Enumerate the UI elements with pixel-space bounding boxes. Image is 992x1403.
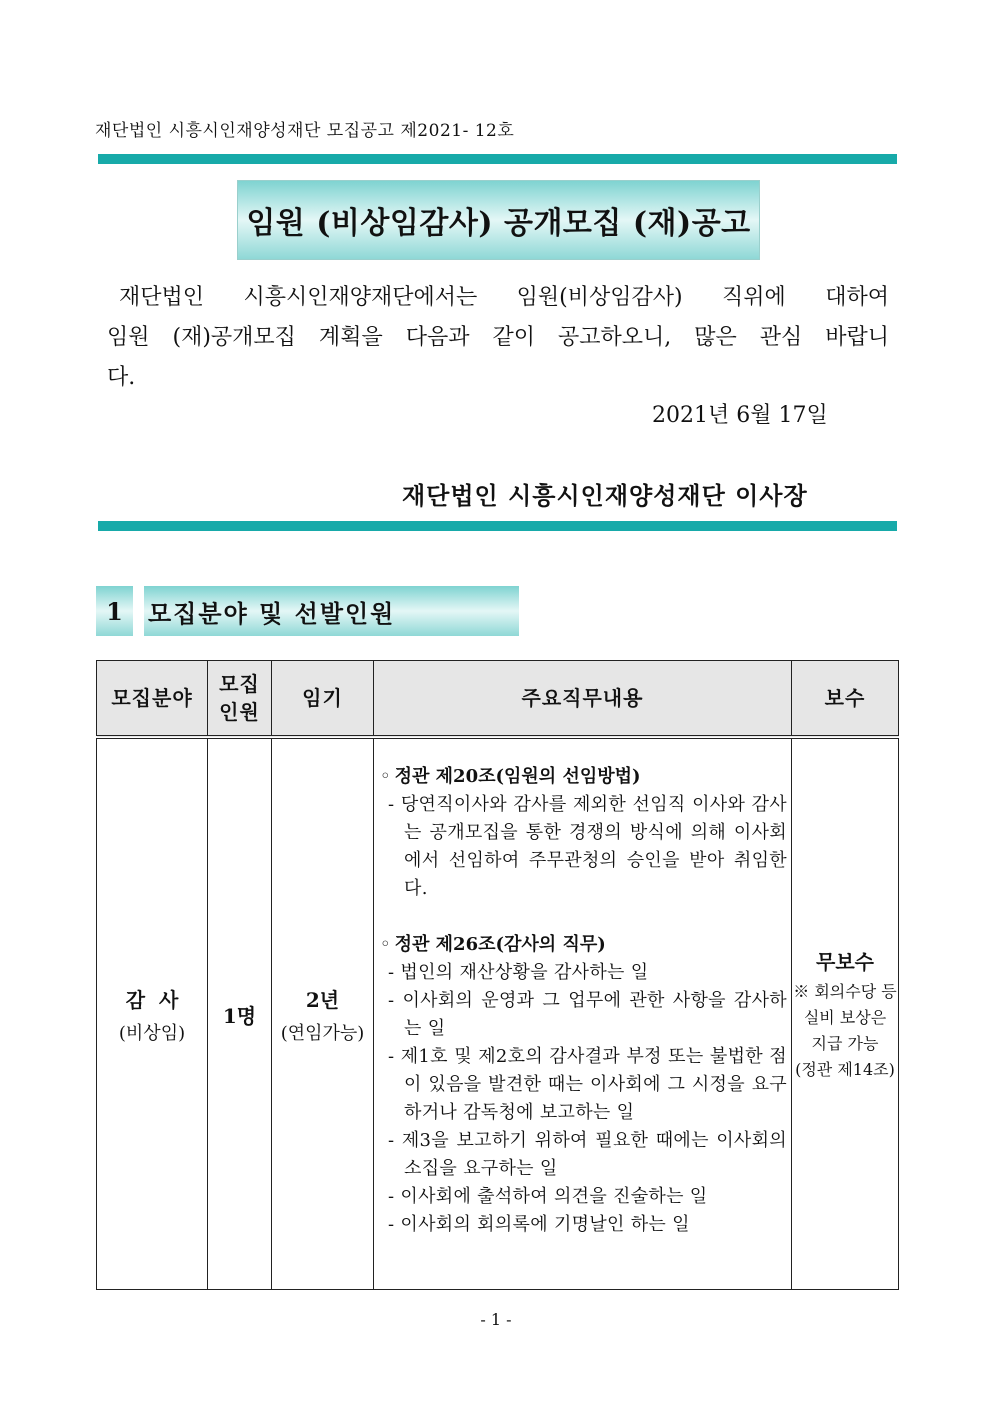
duty-item: - 당연직이사와 감사를 제외한 선임직 이사와 감사는 공개모집을 통한 경쟁의 방식에 의해 이사회에서 선임하여 주무관청의 승인을 받아 취임한다. <box>388 794 787 899</box>
bullet-2: ◦ <box>380 934 391 955</box>
intro-line-3: 다. <box>107 365 136 390</box>
bullet-1: ◦ <box>380 766 391 787</box>
section-number: 1 <box>96 586 133 636</box>
pay-note-line-2: 실비 보상은 <box>803 1007 887 1027</box>
recruitment-table <box>96 660 899 1290</box>
term-sub: (연임가능) <box>280 1022 365 1044</box>
notice-number: 재단법인 시흥시인재양성재단 모집공고 제2021- 12호 <box>95 121 515 141</box>
header-field: 모집분야 <box>97 661 208 738</box>
cell-count <box>208 737 272 1290</box>
page-number: - 1 - <box>480 1310 512 1329</box>
duty-item: - 이사회에 출석하여 의견을 진술하는 일 <box>388 1186 708 1207</box>
cell-term <box>272 737 374 1290</box>
field-sub: (비상임) <box>118 1022 186 1044</box>
intro-line-2: 임원 (재)공개모집 계획을 다음과 같이 공고하오니, 많은 관심 바랍니 <box>107 325 889 350</box>
cell-pay <box>792 737 899 1290</box>
recruit-count: 1명 <box>222 1003 257 1028</box>
table-header-row <box>97 661 899 738</box>
term-length: 2년 <box>305 987 340 1012</box>
duty-heading-2-text: 정관 제26조(감사의 직무) <box>394 934 606 955</box>
header-term: 임기 <box>272 661 374 738</box>
header-pay: 보수 <box>792 661 899 738</box>
table-row <box>97 737 899 1290</box>
duty-item: - 제1호 및 제2호의 감사결과 부정 또는 불법한 점이 있음을 발견한 때는 이사회에 그 시정을 요구하거나 감독청에 보고하는 일 <box>388 1046 787 1123</box>
header-duties: 주요직무내용 <box>374 661 792 738</box>
duty-item: - 제3을 보고하기 위하여 필요한 때에는 이사회의 소집을 요구하는 일 <box>388 1130 787 1179</box>
header-count-line-2: 인원 <box>219 700 260 724</box>
duty-gap <box>380 903 787 931</box>
header-count <box>208 661 272 738</box>
page-title: 임원 (비상임감사) 공개모집 (재)공고 <box>237 180 760 260</box>
field-name: 감 사 <box>125 987 179 1012</box>
pay-note-line-3: 지급 가능 <box>811 1033 879 1053</box>
duty-heading-2 <box>380 931 787 959</box>
bottom-divider <box>98 521 897 531</box>
pay-note-line-1: ※ 회의수당 등 <box>793 981 897 1001</box>
header-count-line-1: 모집 <box>219 672 260 696</box>
duty-item: - 이사회의 운영과 그 업무에 관한 사항을 감사하는 일 <box>388 990 787 1039</box>
duty-item: - 법인의 재산상황을 감사하는 일 <box>388 962 649 983</box>
duty-item: - 이사회의 회의록에 기명날인 하는 일 <box>388 1214 690 1235</box>
intro-paragraph <box>107 278 889 398</box>
pay-note-line-4: (정관 제14조) <box>795 1059 895 1079</box>
pay-value: 무보수 <box>816 949 874 974</box>
cell-field <box>97 737 208 1290</box>
section-title: 모집분야 및 선발인원 <box>144 586 519 636</box>
duty-heading-1 <box>380 763 787 791</box>
announcement-date: 2021년 6월 17일 <box>652 403 828 428</box>
intro-line-1: 재단법인 시흥시인재양재단에서는 임원(비상임감사) 직위에 대하여 <box>119 285 889 310</box>
cell-duties <box>374 737 792 1290</box>
duty-heading-1-text: 정관 제20조(임원의 선임방법) <box>394 766 641 787</box>
top-divider <box>98 154 897 164</box>
issuer-name: 재단법인 시흥시인재양성재단 이사장 <box>402 481 808 510</box>
